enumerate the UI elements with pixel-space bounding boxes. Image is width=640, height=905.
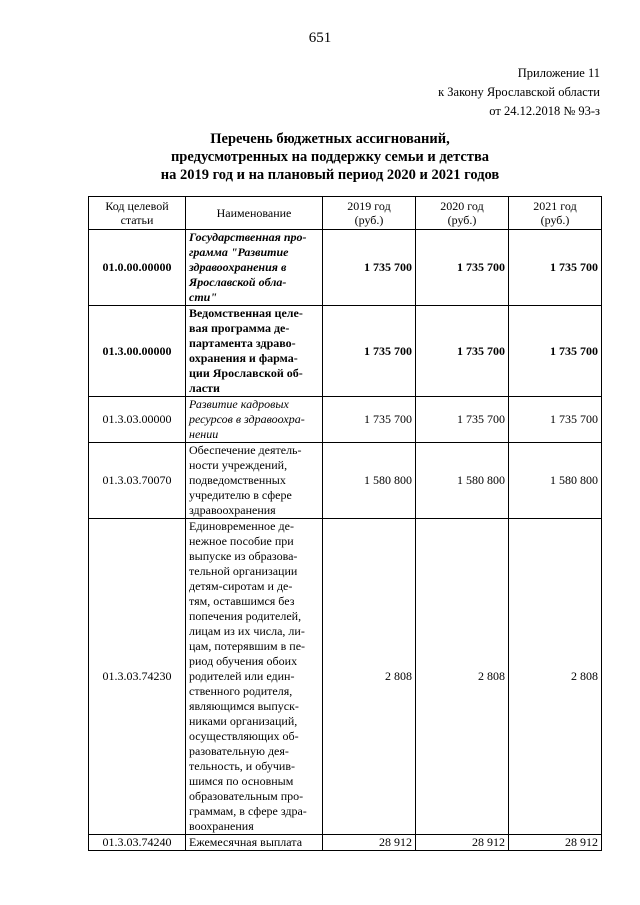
appendix-line: Приложение 11 bbox=[517, 66, 600, 80]
row-value-2019: 28 912 bbox=[323, 835, 416, 851]
header-2019: 2019 год (руб.) bbox=[323, 197, 416, 230]
row-value-2019: 1 735 700 bbox=[323, 306, 416, 397]
title-line: на 2019 год и на плановый период 2020 и 2021 годов bbox=[160, 167, 500, 183]
table-row bbox=[89, 306, 602, 397]
title-line: Перечень бюджетных ассигнований, bbox=[210, 131, 450, 147]
row-value-2021: 1 735 700 bbox=[509, 306, 602, 397]
budget-table bbox=[88, 196, 602, 851]
table-row bbox=[89, 443, 602, 519]
row-code: 01.3.00.00000 bbox=[89, 306, 186, 397]
document-title bbox=[0, 130, 640, 184]
row-name: Государственная про- грамма "Развитие здравоохранения в Ярославской обла- сти" bbox=[186, 230, 323, 306]
table-row bbox=[89, 519, 602, 835]
header-2020: 2020 год (руб.) bbox=[416, 197, 509, 230]
header-2021: 2021 год (руб.) bbox=[509, 197, 602, 230]
header-code: Код целевой статьи bbox=[89, 197, 186, 230]
row-value-2020: 1 735 700 bbox=[416, 306, 509, 397]
row-name: Обеспечение деятель- ности учреждений, подведомственных учредителю в сфере здравоохранения bbox=[186, 443, 323, 519]
table-header-row bbox=[89, 197, 602, 230]
row-name: Развитие кадровых ресурсов в здравоохра- нении bbox=[186, 397, 323, 443]
appendix-line: от 24.12.2018 № 93-з bbox=[489, 104, 600, 118]
row-value-2020: 1 735 700 bbox=[416, 230, 509, 306]
row-value-2021: 2 808 bbox=[509, 519, 602, 835]
row-code: 01.0.00.00000 bbox=[89, 230, 186, 306]
appendix-reference bbox=[438, 64, 600, 121]
row-value-2020: 1 580 800 bbox=[416, 443, 509, 519]
row-value-2021: 1 580 800 bbox=[509, 443, 602, 519]
page-number: 651 bbox=[308, 30, 332, 46]
row-name: Единовременное де- нежное пособие при выпуске из образова- тельной организации детям-сиротам и де- тям, оставшимся без попечения родителей, лицам из их числа, ли- цам, потерявшим в пе- риод обучения обоих родителей или един- ственного родителя, являющимся выпуск- никами организаций, осуществляющих об- разовательную дея- тельность, и обучив- шимся по основным образовательным про- граммам, в сфере здра- воохранения bbox=[186, 519, 323, 835]
row-value-2019: 2 808 bbox=[323, 519, 416, 835]
table-row bbox=[89, 397, 602, 443]
table-row bbox=[89, 230, 602, 306]
row-value-2021: 28 912 bbox=[509, 835, 602, 851]
header-name: Наименование bbox=[186, 197, 323, 230]
row-code: 01.3.03.70070 bbox=[89, 443, 186, 519]
row-name: Ведомственная целе- вая программа де- партамента здраво- охранения и фарма- ции Ярославской об- ласти bbox=[186, 306, 323, 397]
row-code: 01.3.03.00000 bbox=[89, 397, 186, 443]
row-value-2019: 1 735 700 bbox=[323, 230, 416, 306]
row-value-2019: 1 735 700 bbox=[323, 397, 416, 443]
row-value-2020: 1 735 700 bbox=[416, 397, 509, 443]
row-code: 01.3.03.74240 bbox=[89, 835, 186, 851]
row-value-2019: 1 580 800 bbox=[323, 443, 416, 519]
row-name: Ежемесячная выплата bbox=[186, 835, 323, 851]
appendix-line: к Закону Ярославской области bbox=[438, 85, 600, 99]
row-value-2020: 2 808 bbox=[416, 519, 509, 835]
row-value-2021: 1 735 700 bbox=[509, 397, 602, 443]
row-value-2020: 28 912 bbox=[416, 835, 509, 851]
table-row bbox=[89, 835, 602, 851]
row-value-2021: 1 735 700 bbox=[509, 230, 602, 306]
title-line: предусмотренных на поддержку семьи и детства bbox=[170, 149, 490, 165]
row-code: 01.3.03.74230 bbox=[89, 519, 186, 835]
